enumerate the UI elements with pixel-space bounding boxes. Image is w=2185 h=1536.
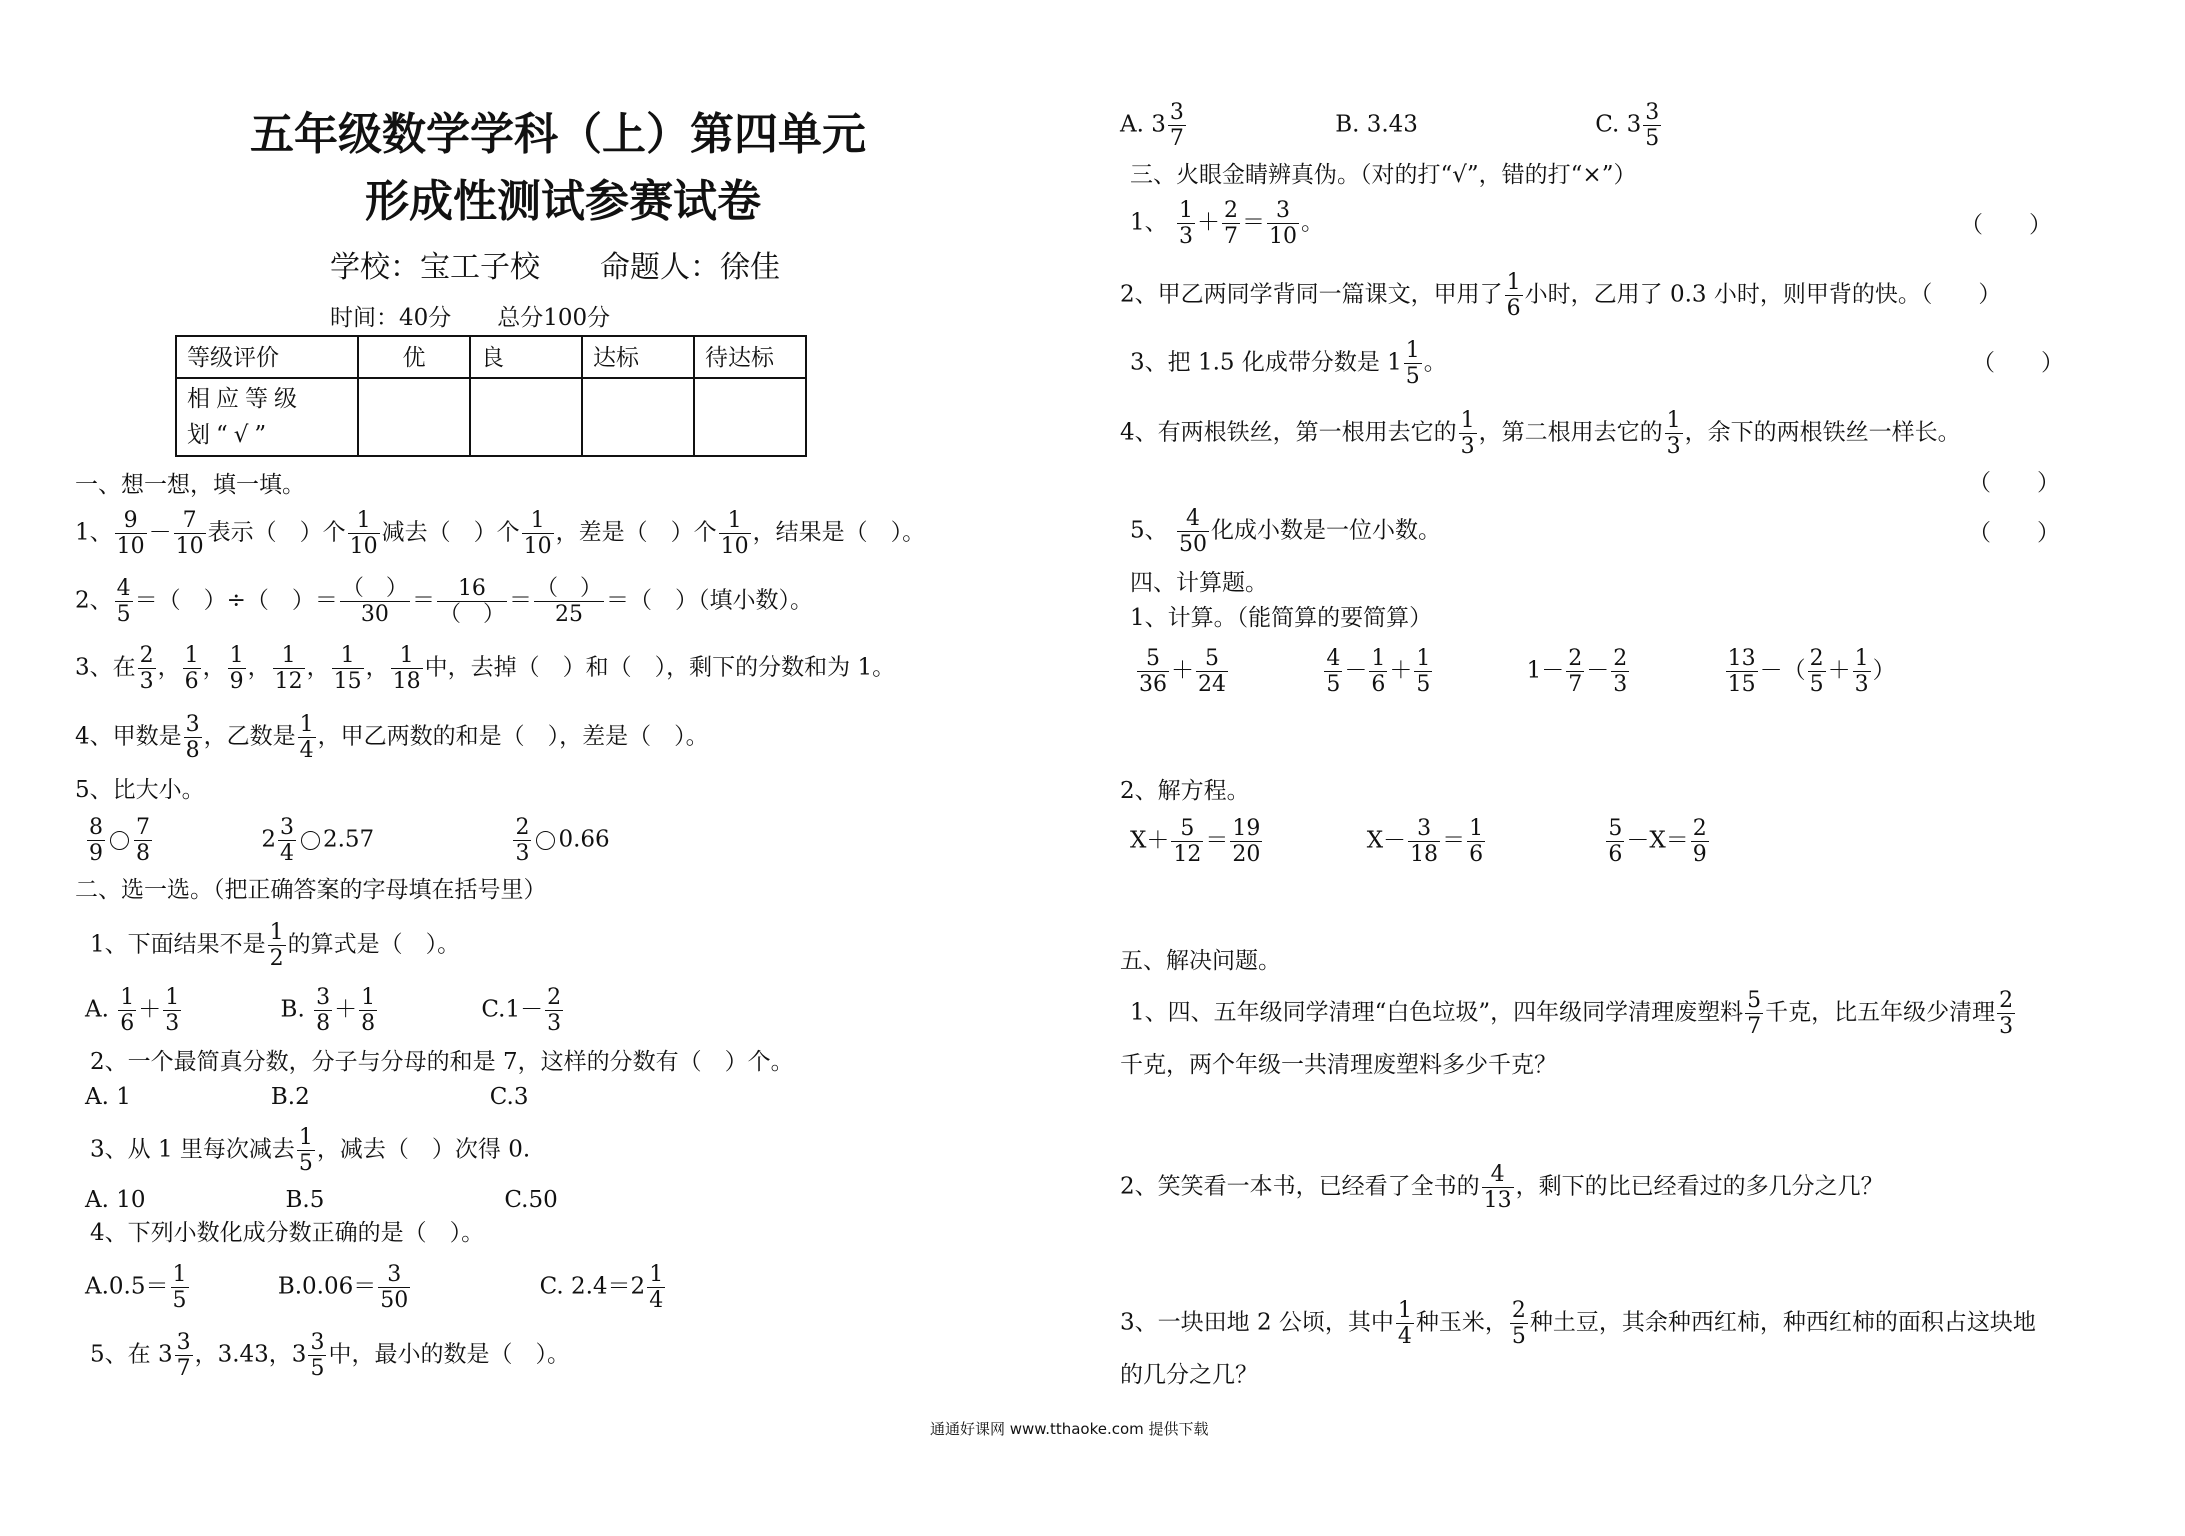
grade-cell[interactable] — [358, 378, 470, 456]
section-2-title: 二、选一选。（把正确答案的字母填在括号里） — [75, 877, 547, 903]
s3-question-5: 5、 $\frac{4}{50}$ 化成小数是一位小数。 — [1130, 506, 1441, 557]
grade-cell[interactable] — [470, 378, 582, 456]
section-4-title: 四、计算题。 — [1130, 570, 1268, 596]
s2-question-2: 2、一个最简真分数，分子与分母的和是 7，这样的分数有（ ）个。 — [90, 1049, 794, 1075]
grade-table — [175, 335, 807, 457]
grade-cell[interactable] — [694, 378, 806, 456]
answer-paren[interactable]: （ ） — [1960, 212, 2052, 238]
s5-question-1: 1、四、五年级同学清理“白色垃圾”，四年级同学清理废塑料 $\frac{5}{7}$ 千克，比五年级少清理 $\frac{2}{3}$ — [1130, 988, 2014, 1039]
s1-question-2: 2、 $\frac{4}{5}$ ＝（ ）÷（ ）＝ $\frac{( )}{30}$ ＝ $\frac{16}{( )}$ ＝ $\frac{( )}{25}$ ＝（ ）（填小数）。 — [75, 576, 813, 627]
s2-question-3: 3、从 1 里每次减去 $\frac{1}{5}$ ，减去（ ）次得 0. — [90, 1125, 531, 1176]
school-line: 学校：宝工子校 命题人：徐佳 — [330, 250, 780, 285]
footer-credit: 通通好课网 www.tthaoke.com 提供下载 — [930, 1420, 1209, 1438]
section-5-title: 五、解决问题。 — [1120, 948, 1281, 974]
s4-sub-1: 1、计算。（能简算的要简算） — [1130, 605, 1433, 631]
answer-paren[interactable]: （ ） — [1968, 520, 2060, 546]
s4-sub-2: 2、解方程。 — [1120, 778, 1250, 804]
s1-compare-row: $\frac{8}{9}$ $\frac{7}{8}$ 2 $\frac{3}{4}$ 2.57 $\frac{2}{3}$ 0.66 — [89, 815, 610, 866]
s2-question-5: 5、在 3 $\frac{3}{7}$ ，3.43，3 $\frac{3}{5}$ 中，最小的数是（ ）。 — [90, 1330, 570, 1381]
grade-header-cell: 良 — [470, 336, 582, 378]
answer-paren[interactable]: （ ） — [1920, 281, 2002, 308]
s2-question-4-options: A.0.5＝ $\frac{1}{5}$ B.0.06＝ $\frac{3}{50}$ C. 2.4＝2 $\frac{1}{4}$ — [85, 1262, 664, 1313]
s2-question-1: 1、下面结果不是 $\frac{1}{2}$ 的算式是（ ）。 — [90, 920, 461, 971]
grade-header-cell: 待达标 — [694, 336, 806, 378]
exam-subtitle: 形成性测试参赛试卷 — [365, 176, 761, 227]
s3-question-3: 3、把 1.5 化成带分数是 1 $\frac{1}{5}$ 。 — [1130, 338, 1447, 389]
answer-paren[interactable]: （ ） — [1968, 470, 2060, 496]
grade-header-cell: 优 — [358, 336, 470, 378]
s5-question-1-cont: 千克，两个年级一共清理废塑料多少千克？ — [1120, 1052, 1557, 1078]
s3-question-4: 4、有两根铁丝，第一根用去它的 $\frac{1}{3}$ ，第二根用去它的 $\frac{1}{3}$ ，余下的两根铁丝一样长。 — [1120, 408, 1961, 459]
grade-header-cell: 达标 — [582, 336, 694, 378]
compare-circle[interactable] — [536, 831, 555, 850]
s2-question-5-options: A. 3 $\frac{3}{7}$ B. 3.43 C. 3 $\frac{3}{5}$ — [1120, 100, 1660, 151]
s5-question-2: 2、笑笑看一本书，已经看了全书的 $\frac{4}{13}$ ，剩下的比已经看过的多几分之几？ — [1120, 1162, 1884, 1213]
time-line: 时间：40分 总分100分 — [330, 305, 611, 331]
s5-question-3-cont: 的几分之几？ — [1120, 1362, 1258, 1388]
s1-question-1: 1、 $\frac{9}{10}$ － $\frac{7}{10}$ 表示（ ）个 $\frac{1}{10}$ 减去（ ）个 $\frac{1}{10}$ ，差是（ ）个 $\frac{1}{10}$ ，结果是（ ）。 — [75, 508, 926, 559]
s5-question-3: 3、一块田地 2 公顷，其中 $\frac{1}{4}$ 种玉米， $\frac{2}{5}$ 种土豆，其余种西红柿，种西红柿的面积占这块地 — [1120, 1298, 2036, 1349]
s1-question-4: 4、甲数是 $\frac{3}{8}$ ，乙数是 $\frac{1}{4}$ ，甲乙两数的和是（ ），差是（ ）。 — [75, 712, 709, 763]
s2-question-2-options: A. 1 B.2 C.3 — [85, 1084, 529, 1110]
s1-question-3: 3、在 $\frac{2}{3}$ ， $\frac{1}{6}$ ， $\frac{1}{9}$ ， $\frac{1}{12}$ ， $\frac{1}{15}$ ， $\frac{1}{18}$ 中，去掉（ ）和（ ），剩下的分数和为 1。 — [75, 643, 896, 694]
compare-circle[interactable] — [301, 831, 320, 850]
compare-circle[interactable] — [110, 831, 129, 850]
s4-equation-row: X＋ $\frac{5}{12}$ ＝ $\frac{19}{20}$ X－ $\frac{3}{18}$ ＝ $\frac{1}{6}$ $\frac{5}{6}$ －X＝ $\frac{2}{9}$ — [1130, 816, 1707, 867]
s2-question-3-options: A. 10 B.5 C.50 — [85, 1187, 558, 1213]
answer-paren[interactable]: （ ） — [1972, 350, 2064, 376]
section-3-title: 三、火眼金睛辨真伪。（对的打“√”，错的打“×”） — [1130, 162, 1637, 188]
grade-header-cell: 等级评价 — [176, 336, 358, 378]
s3-question-2: 2、甲乙两同学背同一篇课文，甲用了 $\frac{1}{6}$ 小时，乙用了 0.3 小时，则甲背的快。（ ） — [1120, 270, 2002, 321]
grade-row-label: 相应等级划“√” — [176, 378, 358, 456]
section-1-title: 一、想一想，填一填。 — [75, 472, 305, 498]
grade-cell[interactable] — [582, 378, 694, 456]
s2-question-4: 4、下列小数化成分数正确的是（ ）。 — [90, 1220, 485, 1246]
s2-question-1-options: A. $\frac{1}{6}$ ＋ $\frac{1}{3}$ B. $\frac{3}{8}$ ＋ $\frac{1}{8}$ C.1－ $\frac{2}{3}$ — [85, 985, 562, 1036]
exam-title: 五年级数学学科（上）第四单元 — [250, 109, 866, 160]
s3-question-1: 1、 $\frac{1}{3}$ ＋ $\frac{2}{7}$ ＝ $\frac{3}{10}$ 。 — [1130, 198, 1324, 249]
s1-question-5: 5、比大小。 — [75, 777, 205, 803]
s4-calc-row: $\frac{5}{36}$ ＋ $\frac{5}{24}$ $\frac{4}{5}$ － $\frac{1}{6}$ ＋ $\frac{1}{5}$ 1－ $\frac{2}{7}$ － $\frac{2}{3}$ $\frac{13}{15}$ －（ $\frac{2}{5}$ ＋ $\frac{1}{3}$ ） — [1139, 646, 1896, 697]
